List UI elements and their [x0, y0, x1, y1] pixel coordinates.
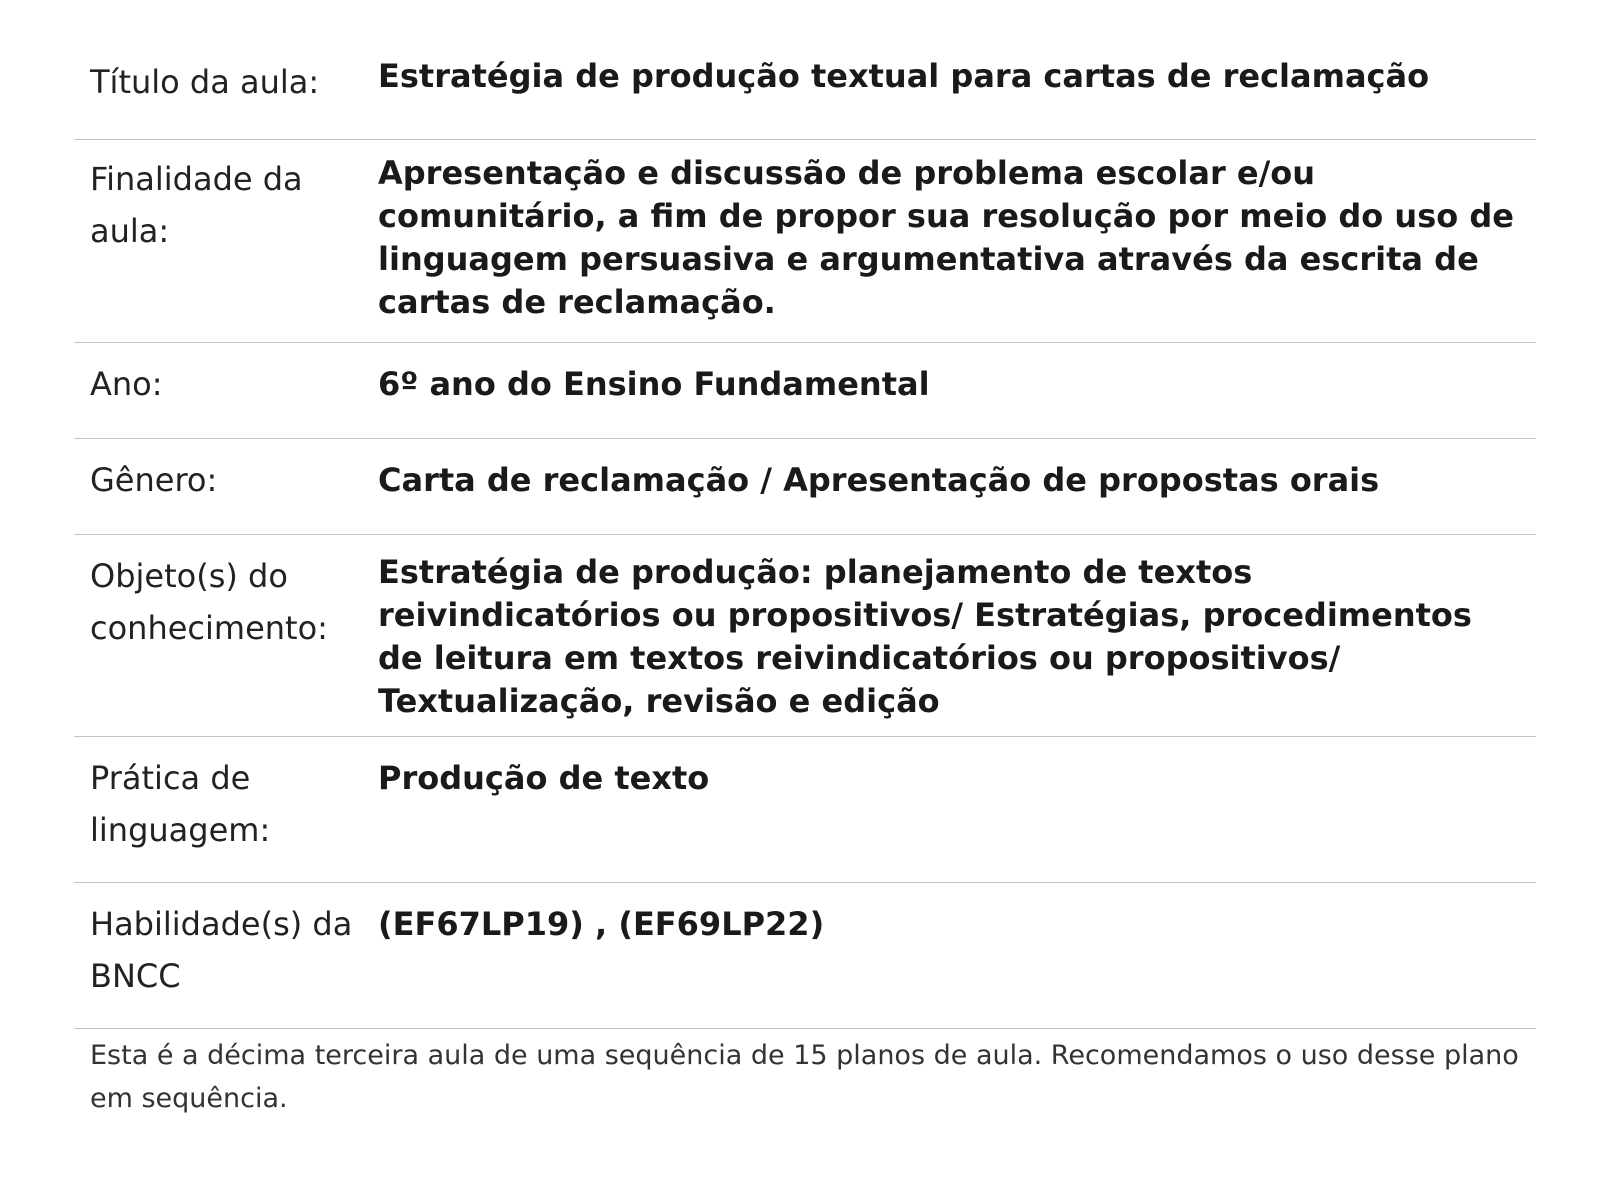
row-language-practice	[74, 737, 1536, 883]
lesson-info-table	[74, 22, 1536, 1029]
row-value: (EF67LP19) , (EF69LP22)	[378, 905, 825, 943]
row-label: Ano:	[90, 365, 163, 403]
row-value: Estratégia de produção: planejamento de textos reivindicatórios ou propositivos/ Estratégias, procedimentos de leitura em textos reivindicatórios ou propositivos/ Textualização, revisão e edição	[378, 553, 1472, 720]
row-genre	[74, 439, 1536, 535]
row-year	[74, 343, 1536, 439]
row-label: Prática de linguagem:	[90, 759, 271, 849]
row-purpose	[74, 140, 1536, 343]
row-value: 6º ano do Ensino Fundamental	[378, 365, 930, 403]
row-value: Carta de reclamação / Apresentação de propostas orais	[378, 461, 1380, 499]
row-title	[74, 22, 1536, 140]
sequence-note: Esta é a décima terceira aula de uma sequência de 15 planos de aula. Recomendamos o uso desse plano em sequência.	[90, 1040, 1519, 1114]
row-label: Finalidade da aula:	[90, 160, 303, 250]
row-label: Gênero:	[90, 461, 218, 499]
row-value: Produção de texto	[378, 759, 710, 797]
row-label: Objeto(s) do conhecimento:	[90, 557, 328, 647]
row-value: Estratégia de produção textual para cartas de reclamação	[378, 57, 1430, 95]
row-bncc-skills	[74, 883, 1536, 1029]
row-label: Habilidade(s) da BNCC	[90, 905, 353, 995]
row-value: Apresentação e discussão de problema escolar e/ou comunitário, a fim de propor sua resolução por meio do uso de linguagem persuasiva e argumentativa através da escrita de cartas de reclamação.	[378, 154, 1514, 321]
row-knowledge-objects	[74, 535, 1536, 737]
row-label: Título da aula:	[90, 63, 320, 101]
